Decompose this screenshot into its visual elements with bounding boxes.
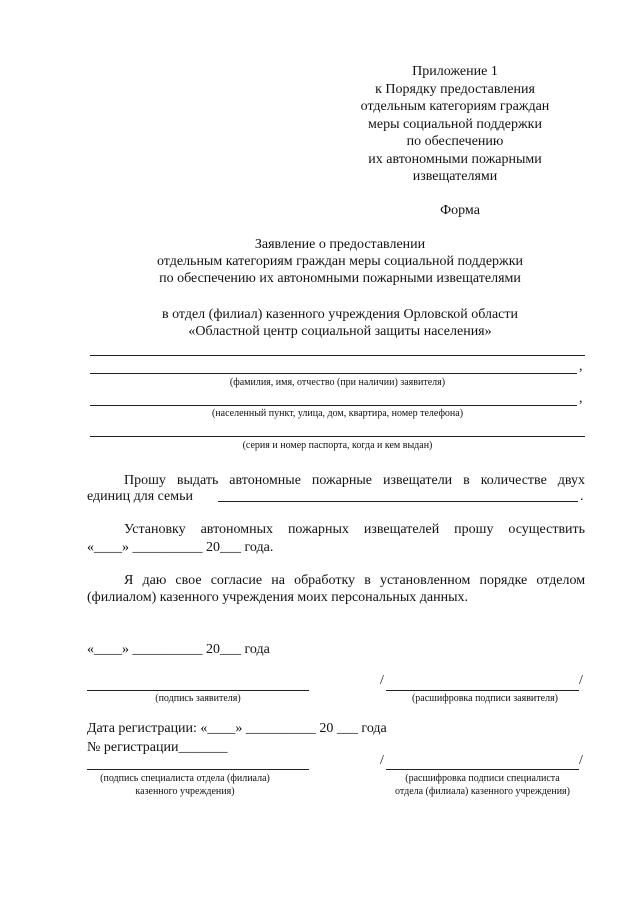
request-line-2-prefix: единиц для семьи [87,489,194,504]
annex-line: меры социальной поддержки [368,116,542,132]
specialist-signature-caption [80,772,290,798]
registration-number-field[interactable]: № регистрации_______ [87,740,228,755]
word: извещателей [363,522,440,537]
applicant-decoding-slash-end: / [579,673,583,688]
signing-date-field[interactable]: «____» __________ 20___ года [87,642,270,657]
document-title [90,236,590,287]
addressee [90,306,590,340]
word: в [463,473,470,488]
word: двух [557,473,585,488]
address-caption: (населенный пункт, улица, дом, квартира, номер телефона) [211,408,464,419]
addressee-line: в отдел (филиал) казенного учреждения Орловской области [161,307,519,322]
annex-line: к Порядку предоставления [375,81,535,97]
applicant-signature-line[interactable] [87,690,309,691]
word: количестве [480,473,547,488]
word: обработку [294,573,356,588]
word: автономные [229,473,301,488]
specialist-decoding-line[interactable] [386,769,579,770]
title-line: отдельным категориям граждан меры социальной поддержки [156,254,524,269]
word: прошу [454,522,494,537]
annex-line: по обеспечению [406,134,504,149]
word: извещатели [382,473,453,488]
word: пожарные [311,473,373,488]
applicant-decoding-line[interactable] [386,690,579,691]
address-field-line[interactable] [90,405,577,406]
annex-line: их автономными пожарными [368,151,542,167]
word: даю [142,573,167,588]
caption-line: (расшифровка подписи специалиста [405,773,560,784]
word: установленном [379,573,471,588]
word: в [364,573,371,588]
name-field-comma: , [579,359,583,374]
applicant-decoding-slash: / [380,673,384,688]
word: осуществить [508,522,586,537]
specialist-decoding-slash-end: / [579,753,583,768]
word: пожарных [287,522,349,537]
caption-line: отдела (филиала) казенного учреждения) [395,786,570,797]
applicant-decoding-caption: (расшифровка подписи заявителя) [411,693,559,704]
word: Прошу [124,473,166,488]
annex-line: Приложение 1 [412,64,498,79]
addressee-line: «Областной центр социальной защиты населения» [188,324,492,339]
specialist-decoding-slash: / [380,753,384,768]
title-line: Заявление о предоставлении [254,237,426,252]
form-label: Форма [440,203,480,218]
request-line-1 [124,473,585,489]
annex-line: извещателями [412,169,498,184]
word: согласие [210,573,263,588]
consent-line-1 [124,573,585,589]
word: автономных [200,522,273,537]
word: Установку [124,522,186,537]
registration-date-field[interactable]: Дата регистрации: «____» __________ 20 ___ года [87,721,387,736]
passport-field-line[interactable] [90,436,585,437]
word: на [271,573,285,588]
address-field-comma: , [579,391,583,406]
word: отделом [536,573,586,588]
name-field-line-1[interactable] [90,355,585,356]
annex-block [330,63,580,186]
word: Я [124,573,134,588]
install-line-1 [124,522,585,538]
passport-caption: (серия и номер паспорта, когда и кем выдан) [242,440,433,451]
applicant-signature-caption: (подпись заявителя) [155,693,241,704]
title-line: по обеспечению их автономными пожарными извещателями [159,271,521,286]
annex-line: отдельным категориям граждан [360,99,550,114]
word: свое [175,573,202,588]
family-units-field[interactable] [218,501,578,502]
install-date-field[interactable]: «____» __________ 20___ года. [87,540,274,555]
specialist-decoding-caption [375,772,590,798]
word: порядке [479,573,528,588]
name-caption: (фамилия, имя, отчество (при наличии) заявителя) [229,377,446,388]
word: выдать [176,473,219,488]
caption-line: (подпись специалиста отдела (филиала) [100,773,270,784]
consent-line-2: (филиалом) казенного учреждения моих персональных данных. [87,590,468,605]
name-field-line-2[interactable] [90,373,577,374]
specialist-signature-line[interactable] [87,769,309,770]
request-line-2-end: . [580,489,584,504]
caption-line: казенного учреждения) [135,786,235,797]
